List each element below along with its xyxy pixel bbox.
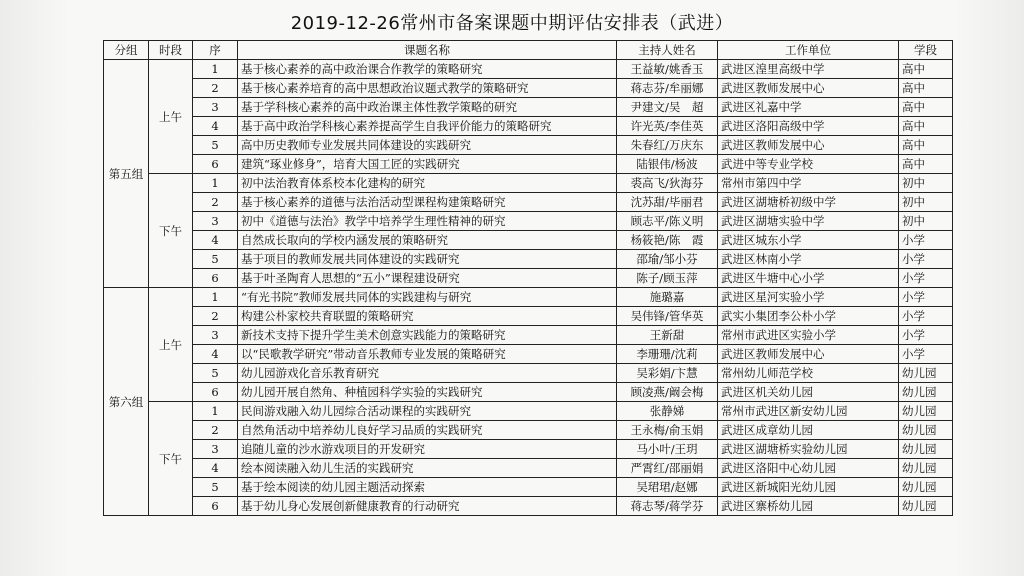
table-row [104, 269, 953, 288]
level-cell: 小学 [899, 250, 953, 269]
header-no: 序 [193, 41, 238, 60]
row-number-cell: 2 [193, 79, 238, 98]
level-cell: 高中 [899, 117, 953, 136]
group-cell: 第五组 [104, 60, 149, 288]
row-number-cell: 1 [193, 402, 238, 421]
row-number-cell: 6 [193, 155, 238, 174]
level-cell: 小学 [899, 269, 953, 288]
unit-cell: 武进区教师发展中心 [718, 79, 899, 98]
page-title: 2019-12-26常州市备案课题中期评估安排表（武进） [290, 13, 734, 34]
topic-cell: “有光书院”教师发展共同体的实践建构与研究 [238, 288, 617, 307]
unit-cell: 武进区湖塘实验中学 [718, 212, 899, 231]
level-cell: 小学 [899, 231, 953, 250]
topic-cell: 基于高中政治学科核心素养提高学生自我评价能力的策略研究 [238, 117, 617, 136]
group-cell: 第六组 [104, 288, 149, 516]
topic-cell: 绘本阅读融入幼儿生活的实践研究 [238, 459, 617, 478]
level-cell: 小学 [899, 307, 953, 326]
row-number-cell: 1 [193, 288, 238, 307]
host-cell: 马小叶/王玥 [617, 440, 718, 459]
topic-cell: 幼儿园游戏化音乐教育研究 [238, 364, 617, 383]
unit-cell: 武进区洛阳高级中学 [718, 117, 899, 136]
row-number-cell: 5 [193, 136, 238, 155]
unit-cell: 武进区林南小学 [718, 250, 899, 269]
row-number-cell: 5 [193, 364, 238, 383]
topic-cell: 以“民歌教学研究”带动音乐教师专业发展的策略研究 [238, 345, 617, 364]
unit-cell: 武进区洛阳中心幼儿园 [718, 459, 899, 478]
row-number-cell: 2 [193, 307, 238, 326]
unit-cell: 武进区成章幼儿园 [718, 421, 899, 440]
topic-cell: 基于项目的教师发展共同体建设的实践研究 [238, 250, 617, 269]
header-topic: 课题名称 [238, 41, 617, 60]
level-cell: 小学 [899, 326, 953, 345]
topic-cell: 基于叶圣陶育人思想的“五小”课程建设研究 [238, 269, 617, 288]
unit-cell: 武进区新城阳光幼儿园 [718, 478, 899, 497]
unit-cell: 武进区礼嘉中学 [718, 98, 899, 117]
table-row [104, 136, 953, 155]
topic-cell: 基于核心素养的道德与法治活动型课程构建策略研究 [238, 193, 617, 212]
table-row [104, 345, 953, 364]
host-cell: 蒋志琴/蒋学芬 [617, 497, 718, 516]
table-row [104, 497, 953, 516]
unit-cell: 武进区湖塘桥初级中学 [718, 193, 899, 212]
table-body [104, 60, 953, 516]
table-row [104, 193, 953, 212]
unit-cell: 常州市第四中学 [718, 174, 899, 193]
table-row [104, 402, 953, 421]
topic-cell: 自然角活动中培养幼儿良好学习品质的实践研究 [238, 421, 617, 440]
topic-cell: 构建公朴家校共育联盟的策略研究 [238, 307, 617, 326]
host-cell: 王永梅/俞玉娟 [617, 421, 718, 440]
host-cell: 顾志平/陈义明 [617, 212, 718, 231]
period-cell: 下午 [149, 174, 193, 288]
row-number-cell: 3 [193, 98, 238, 117]
host-cell: 尹建文/吴 超 [617, 98, 718, 117]
period-cell: 上午 [149, 288, 193, 402]
topic-cell: 高中历史教师专业发展共同体建设的实践研究 [238, 136, 617, 155]
host-cell: 顾凌燕/阚会梅 [617, 383, 718, 402]
topic-cell: 建筑“琢业修身”，培育大国工匠的实践研究 [238, 155, 617, 174]
row-number-cell: 1 [193, 60, 238, 79]
level-cell: 幼儿园 [899, 459, 953, 478]
row-number-cell: 3 [193, 440, 238, 459]
table-header-row [104, 41, 953, 60]
period-cell: 上午 [149, 60, 193, 174]
row-number-cell: 3 [193, 212, 238, 231]
row-number-cell: 2 [193, 193, 238, 212]
host-cell: 吴珺珺/赵娜 [617, 478, 718, 497]
schedule-table [103, 40, 953, 516]
unit-cell: 常州市武进区实验小学 [718, 326, 899, 345]
level-cell: 幼儿园 [899, 402, 953, 421]
unit-cell: 武实小集团李公朴小学 [718, 307, 899, 326]
level-cell: 小学 [899, 345, 953, 364]
table-row [104, 288, 953, 307]
host-cell: 施璐嘉 [617, 288, 718, 307]
level-cell: 初中 [899, 193, 953, 212]
level-cell: 初中 [899, 174, 953, 193]
header-level: 学段 [899, 41, 953, 60]
host-cell: 蒋志芬/牟丽娜 [617, 79, 718, 98]
level-cell: 高中 [899, 60, 953, 79]
level-cell: 高中 [899, 136, 953, 155]
host-cell: 许光英/李佳英 [617, 117, 718, 136]
unit-cell: 武进区教师发展中心 [718, 345, 899, 364]
level-cell: 幼儿园 [899, 478, 953, 497]
unit-cell: 武进区星河实验小学 [718, 288, 899, 307]
host-cell: 吴伟锋/管华英 [617, 307, 718, 326]
host-cell: 张静娣 [617, 402, 718, 421]
unit-cell: 武进区湖塘桥实验幼儿园 [718, 440, 899, 459]
topic-cell: 自然成长取向的学校内涵发展的策略研究 [238, 231, 617, 250]
level-cell: 高中 [899, 155, 953, 174]
topic-cell: 追随儿童的沙水游戏项目的开发研究 [238, 440, 617, 459]
table-row [104, 98, 953, 117]
header-group: 分组 [104, 41, 149, 60]
table-row [104, 250, 953, 269]
topic-cell: 基于幼儿身心发展创新健康教育的行动研究 [238, 497, 617, 516]
table-row [104, 326, 953, 345]
topic-cell: 基于学科核心素养的高中政治课主体性教学策略的研究 [238, 98, 617, 117]
row-number-cell: 4 [193, 345, 238, 364]
row-number-cell: 3 [193, 326, 238, 345]
host-cell: 邵瑜/邹小芬 [617, 250, 718, 269]
level-cell: 幼儿园 [899, 440, 953, 459]
table-row [104, 307, 953, 326]
level-cell: 幼儿园 [899, 421, 953, 440]
host-cell: 王益敏/姚香玉 [617, 60, 718, 79]
unit-cell: 武进区教师发展中心 [718, 136, 899, 155]
row-number-cell: 5 [193, 478, 238, 497]
host-cell: 沈苏甜/毕丽君 [617, 193, 718, 212]
host-cell: 李珊珊/沈莉 [617, 345, 718, 364]
host-cell: 王新甜 [617, 326, 718, 345]
unit-cell: 常州市武进区新安幼儿园 [718, 402, 899, 421]
host-cell: 陈子/顾玉萍 [617, 269, 718, 288]
table-row [104, 174, 953, 193]
level-cell: 高中 [899, 98, 953, 117]
host-cell: 陆银伟/杨波 [617, 155, 718, 174]
table-row [104, 364, 953, 383]
topic-cell: 初中法治教育体系校本化建构的研究 [238, 174, 617, 193]
level-cell: 小学 [899, 288, 953, 307]
row-number-cell: 4 [193, 231, 238, 250]
table-row [104, 440, 953, 459]
host-cell: 吴彩娟/卞慧 [617, 364, 718, 383]
unit-cell: 武进区湟里高级中学 [718, 60, 899, 79]
header-period: 时段 [149, 41, 193, 60]
row-number-cell: 4 [193, 459, 238, 478]
unit-cell: 常州幼儿师范学校 [718, 364, 899, 383]
table-row [104, 421, 953, 440]
table-row [104, 459, 953, 478]
table-row [104, 60, 953, 79]
host-cell: 杨筱艳/陈 霞 [617, 231, 718, 250]
topic-cell: 基于绘本阅读的幼儿园主题活动探索 [238, 478, 617, 497]
host-cell: 裘高飞/狄海芬 [617, 174, 718, 193]
table-row [104, 231, 953, 250]
unit-cell: 武进区牛塘中心小学 [718, 269, 899, 288]
topic-cell: 基于核心素养培育的高中思想政治议题式教学的策略研究 [238, 79, 617, 98]
row-number-cell: 6 [193, 269, 238, 288]
topic-cell: 基于核心素养的高中政治课合作教学的策略研究 [238, 60, 617, 79]
row-number-cell: 5 [193, 250, 238, 269]
unit-cell: 武进区机关幼儿园 [718, 383, 899, 402]
host-cell: 严霄红/邵丽娟 [617, 459, 718, 478]
table-row [104, 383, 953, 402]
level-cell: 幼儿园 [899, 497, 953, 516]
level-cell: 幼儿园 [899, 364, 953, 383]
unit-cell: 武进中等专业学校 [718, 155, 899, 174]
row-number-cell: 6 [193, 383, 238, 402]
row-number-cell: 4 [193, 117, 238, 136]
table-row [104, 212, 953, 231]
table-row [104, 155, 953, 174]
header-unit: 工作单位 [718, 41, 899, 60]
level-cell: 高中 [899, 79, 953, 98]
topic-cell: 民间游戏融入幼儿园综合活动课程的实践研究 [238, 402, 617, 421]
topic-cell: 新技术支持下提升学生美术创意实践能力的策略研究 [238, 326, 617, 345]
header-host: 主持人姓名 [617, 41, 718, 60]
unit-cell: 武进区城东小学 [718, 231, 899, 250]
row-number-cell: 1 [193, 174, 238, 193]
row-number-cell: 2 [193, 421, 238, 440]
period-cell: 下午 [149, 402, 193, 516]
level-cell: 幼儿园 [899, 383, 953, 402]
topic-cell: 幼儿园开展自然角、种植园科学实验的实践研究 [238, 383, 617, 402]
topic-cell: 初中《道德与法治》教学中培养学生理性精神的研究 [238, 212, 617, 231]
level-cell: 初中 [899, 212, 953, 231]
row-number-cell: 6 [193, 497, 238, 516]
table-row [104, 117, 953, 136]
unit-cell: 武进区寨桥幼儿园 [718, 497, 899, 516]
table-row [104, 478, 953, 497]
table-row [104, 79, 953, 98]
host-cell: 朱春红/万庆东 [617, 136, 718, 155]
